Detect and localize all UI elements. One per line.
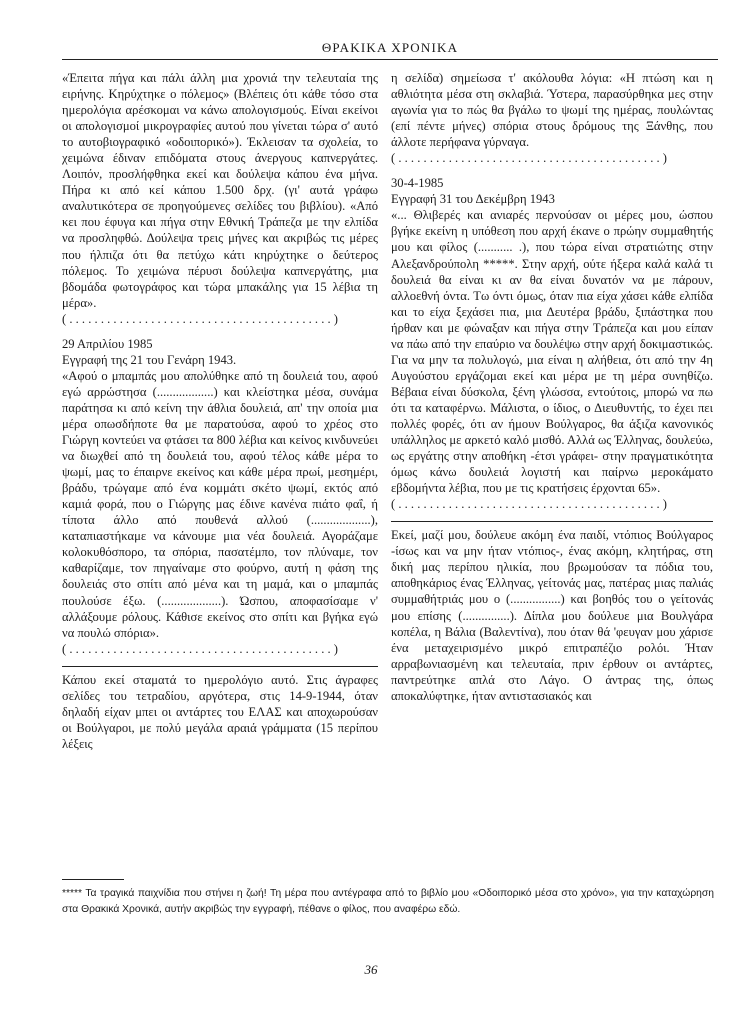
ellipsis-line: ( . . . . . . . . . . . . . . . . . . . . . . . . . . . . . . . . . . . . . . . . . . )	[62, 311, 339, 326]
paragraph: η σελίδα) σημείωσα τ' ακόλουθα λόγια: «Η πτώση και η αθλιότητα μέσα στη σκλαβιά. Ύστερα, παρασύρθηκα μες στην αγωνία για το πώς θα βγάλω το ψωμί της ημέρας, πουλώντας (επί πέντε μήνες) σπόρια στους δρόμους της Ξάνθης, που άλλοτε περήφανα γύρναγα.	[391, 71, 713, 150]
ellipsis-line: ( . . . . . . . . . . . . . . . . . . . . . . . . . . . . . . . . . . . . . . . . . . )	[391, 151, 668, 166]
paragraph: «Αφού ο μπαμπάς μου απολύθηκε από τη δουλειά του, αφού εγώ αρρώστησα (..................) και κλείστηκα μέσα, συνάμα παράτησα κι από κείνη την άθλια δουλειά, απ' την οποία μια μέρα οπωσδήποτε θα με παρατούσα, αφού το χρέος στο Γιώργη κοντεύει να φτάσει τα 800 λέβια και κείνος κινδυνεύει να διωχθεί από τη δουλειά του, αφού τέλος κάθε μέρα το ψωμί, μας το έπαιρνε εκείνος και κάθε μέρα πρωί, μεσημέρι, βράδυ, τρώγαμε από ένα κομμάτι σκέτο ψωμί, εκτός από καμιά φορά, που ο Γιώργης μας έδινε κανένα πιάτο φαΐ, ή τίποτα άλλο από πουθενά αλλού (...................), καταπιαστήκαμε να κάνουμε μια νέα δουλειά. Αγοράζαμε κολοκυθόσπορο, τα σπόρια, πασατέμπο, τον πλύναμε, τον καθαρίζαμε, τον πηγαίναμε στο φούρνο, αυτή η φάση της δουλειάς στο σπίτι από μένα και τη μαμά, και ο μπαμπάς πουλούσε έξω. (...................). Ώσπου, αποφασίσαμε ν' αλλάξουμε ρόλους. Κάθισε εκείνος στο σπίτι και βγήκα εγώ να πουλώ σπόρια».	[62, 368, 378, 640]
entry-heading: Εγγραφή της 21 του Γενάρη 1943.	[62, 352, 237, 367]
section-rule	[391, 521, 713, 522]
entry-date: 30-4-1985	[391, 176, 444, 191]
page-number: 36	[364, 962, 378, 977]
paragraph: «Έπειτα πήγα και πάλι άλλη μια χρονιά την τελευταία της ειρήνης. Κηρύχτηκε ο πόλεμος» (Βλέπεις ότι κάθε τόσο στα ημερολόγια αρέσκομαι να κάνω απολογισμούς. Είναι εκείνοι οι απολογισμοί μικρογραφίες αυτού που γίνεται τώρα σ' αυτό το αυτοβιογραφικό «οδοιπορικό»). Έκλεισαν τα σχολεία, το χειμώνα έδιναν επιδόματα στους άνεργους καπνεργάτες. Λοιπόν, προσλήφθηκα εκεί και δούλεψα κάπου ένα μήνα. Πήρα κι από κεί κάπου 1.500 δρχ. (γι' αυτά γράφω αναλυτικότερα σε προηγούμενες σελίδες του βιβλίου). «Από κει που έφυγα και πήγα στην Εθνική Τράπεζα με την ελπίδα να προσληφθώ. Δούλεψα τρεις μήνες και ακριβώς τις μέρες που ήλπιζα ότι θα πετύχω κάτι κηρύχτηκε ο δεύτερος πόλεμος. Το χειμώνα πέρυσι δούλεψα καπνεργάτης, μια βδομάδα φωτογράφος και τώρα μπακάλης για 15 λέβια τη μέρα».	[62, 71, 378, 310]
ellipsis-line: ( . . . . . . . . . . . . . . . . . . . . . . . . . . . . . . . . . . . . . . . . . . )	[62, 641, 339, 656]
ellipsis-line: ( . . . . . . . . . . . . . . . . . . . . . . . . . . . . . . . . . . . . . . . . . . )	[391, 497, 668, 512]
paragraph: «... Θλιβερές και ανιαρές περνούσαν οι μέρες μου, ώσπου βγήκε εκείνη η υπόθεση που αρχή έκανε ο πρώην συμμαθητής μου και φίλος (........... .), που τώρα είναι στρατιώτης στην Αλεξανδρούπολη *****. Στην αρχή, ούτε ήξερα καλά καλά τι δουλειά θα είναι κι αν θα είναι δυνατόν να με πάρουν, αλλοεθνή όντα. Τω όντι όμως, όταν πια είχα χάσει κάθε ελπίδα και το είχα ξεχάσει πια, μια Δευτέρα βράδυ, ξιπάστηκα που ήρθαν και με φώναξαν και πήγα στην Τράπεζα και μου είπαν να πάω από την επαύριο να δουλέψω στην αρχή δοκιμαστικώς. Για να μην τα πολυλογώ, μια είναι η αλήθεια, ότι από την 4η Αυγούστου εργάζομαι εκεί και μέρα με τη μέρα συνηθίζω. Βέβαια είναι δύσκολα, ξένη γλώσσα, εντούτοις, μπορώ να πω ότι τα καταφέρνω. Μάλιστα, ο ίδιος, ο Διευθυντής, το έχει πει πολλές φορές, ότι αν ήμουν Βούλγαρος, θα άξιζα κανονικός υπάλληλος με αρκετό καλό μισθό. Αλλά ως Έλληνας, δουλεύω, ως εργάτης στην αποθήκη -έτσι γράφει- στην πραγματικότητα όμως κάνω δουλειά λογιστή και παίρνω μεροκάματο εβδομήντα λέβια, που με τις κρατήσεις έρχονται 65».	[391, 208, 713, 496]
section-rule	[62, 666, 378, 667]
entry-date: 29 Απριλίου 1985	[62, 336, 153, 351]
right-column	[391, 70, 713, 704]
paragraph: Κάπου εκεί σταματά το ημερολόγιο αυτό. Στις άγραφες σελίδες του τετραδίου, αργότερα, στις 14-9-1944, όταν δηλαδή είχαν μπει οι αντάρτες του ΕΛΑΣ και αποχωρούσαν οι Βούλγαροι, με πολύ μεγάλα αραιά γράμματα (15 περίπου λέξεις	[62, 672, 378, 751]
footnote-rule	[62, 879, 124, 880]
running-header: ΘΡΑΚΙΚΑ ΧΡΟΝΙΚΑ	[321, 40, 459, 55]
header-rule	[62, 59, 718, 60]
left-column	[62, 70, 378, 752]
entry-heading: Εγγραφή 31 του Δεκέμβρη 1943	[391, 192, 555, 207]
footnote-text: ***** Τα τραγικά παιχνίδια που στήνει η ζωή! Τη μέρα που αντέγραφα από το βιβλίο μου «Οδοιπορικό μέσα στο χρόνο», για την καταχώρηση στα Θρακικά Χρονικά, αυτήν ακριβώς την εγγραφή, πέθανε ο φίλος, που αναφέρω εδώ.	[62, 888, 714, 915]
paragraph: Εκεί, μαζί μου, δούλευε ακόμη ένα παιδί, ντόπιος Βούλγαρος -ίσως και να μην ήταν ντόπιος-, ένας ακόμη, κλητήρας, στη δική μας περίπου ηλικία, που βρωμούσαν τα πόδια του, αποθηκάριος ένας Έλληνας, γείτονάς μας, πατέρας μιας παλιάς συμμαθήτριάς μου ο (................) και βοηθός του ο γείτονάς μου επίσης (...............). Δίπλα μου δούλευε μια Βουλγάρα κοπέλα, η Βάλια (Βαλεντίνα), που όταν θά 'φευγαν μου χάρισε ένα μεταχειρισμένο μικρό επιτραπέζιο ρολόι. Ήταν αρραβωνιασμένη και τελευταία, πριν έρθουν οι αντάρτες, παντρεύτηκε απλά στο Λάγο. Ο άντρας της, όπως αποκαλύφτηκε, ήταν αντιστασιακός και	[391, 528, 713, 703]
footnote	[62, 886, 714, 917]
